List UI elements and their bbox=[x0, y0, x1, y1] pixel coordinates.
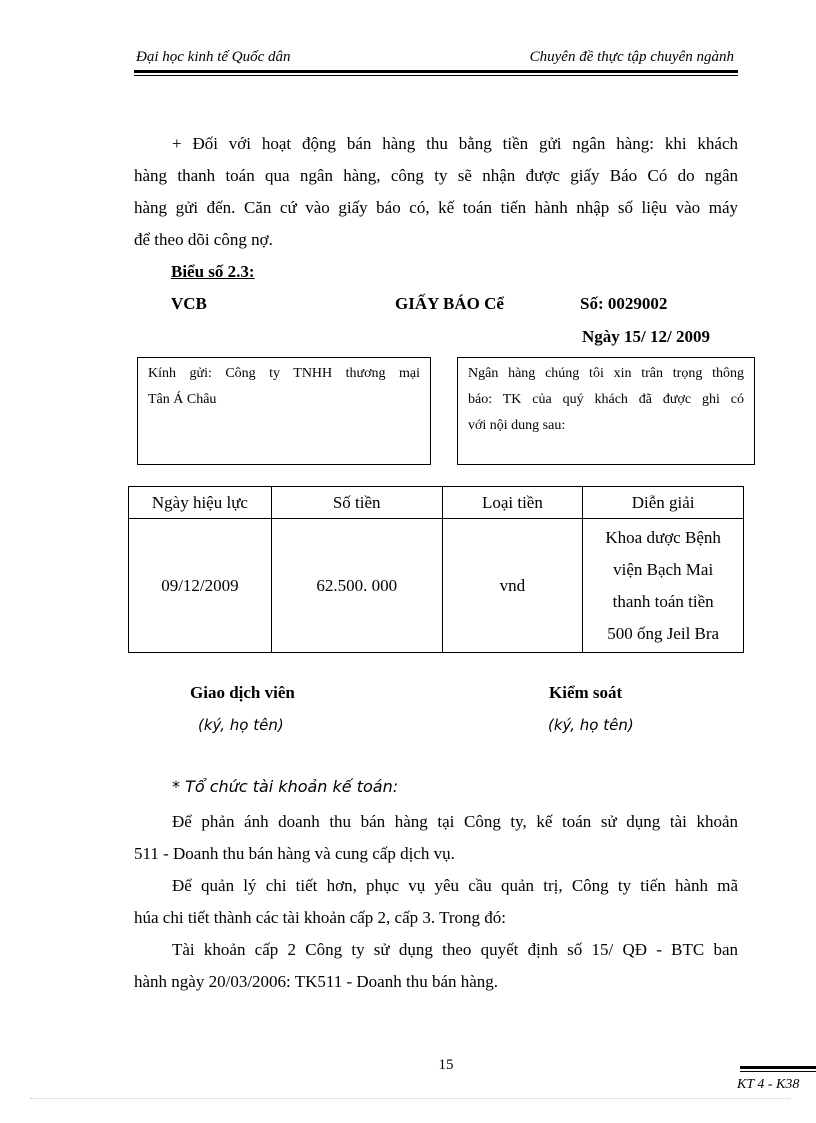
section-p3-line-1: Tài khoản cấp 2 Công ty sử dụng theo quyết định số 15/ QĐ - BTC ban bbox=[172, 940, 738, 959]
notice-line-1: Ngân hàng chúng tôi xin trân trọng thông bbox=[468, 366, 744, 381]
header-effective-date: Ngày hiệu lực bbox=[129, 487, 272, 519]
form-title: GIẤY BÁO Cể bbox=[395, 294, 504, 313]
page-number: 15 bbox=[438, 1057, 454, 1073]
intro-line-3: hàng gửi đến. Căn cứ vào giấy báo có, kế toán tiến hành nhập số liệu vào máy bbox=[134, 198, 738, 217]
page-bottom-dotted-line bbox=[30, 1098, 790, 1099]
header-description: Diễn giải bbox=[583, 487, 744, 519]
section-p2-line-1: Để quản lý chi tiết hơn, phục vụ yêu cầu quản trị, Công ty tiến hành mã bbox=[172, 876, 738, 895]
notice-line-3: với nội dung sau: bbox=[468, 418, 566, 433]
header-currency: Loại tiền bbox=[442, 487, 583, 519]
notice-line-2: báo: TK của quý khách đã được ghi có bbox=[468, 392, 744, 407]
bank-name: VCB bbox=[171, 294, 207, 313]
intro-line-2: hàng thanh toán qua ngân hàng, công ty sẽ nhận được giấy Báo Có do ngân bbox=[134, 166, 738, 185]
notice-box bbox=[457, 357, 755, 465]
form-label: Biểu số 2.3: bbox=[171, 262, 255, 281]
header-left-text: Đại học kinh tế Quốc dân bbox=[136, 49, 291, 65]
signature-controller-note: (ký, họ tên) bbox=[548, 716, 634, 734]
intro-line-4: để theo dõi công nợ. bbox=[134, 230, 273, 249]
header-rule-thick bbox=[134, 70, 738, 73]
description-line: viện Bạch Mai bbox=[613, 559, 714, 579]
recipient-box bbox=[137, 357, 431, 465]
signature-teller-title: Giao dịch viên bbox=[190, 683, 295, 702]
section-p2-line-2: húa chi tiết thành các tài khoản cấp 2, cấp 3. Trong đó: bbox=[134, 908, 507, 927]
section-body bbox=[134, 806, 738, 998]
transaction-table bbox=[128, 486, 744, 653]
header-rule-thin bbox=[134, 75, 738, 76]
cell-date: 09/12/2009 bbox=[129, 519, 272, 653]
description-line: Khoa dược Bệnh bbox=[605, 527, 721, 547]
footer-rule-thick bbox=[740, 1066, 816, 1069]
header-right-text: Chuyên đề thực tập chuyên ngành bbox=[529, 49, 734, 65]
header-amount: Số tiền bbox=[271, 487, 442, 519]
form-number: Số: 0029002 bbox=[580, 294, 668, 313]
recipient-line-2: Tân Á Châu bbox=[148, 392, 217, 407]
table-header-row bbox=[129, 487, 744, 519]
signature-teller-note: (ký, họ tên) bbox=[198, 716, 284, 734]
cell-amount: 62.500. 000 bbox=[271, 519, 442, 653]
description-line: 500 ống Jeil Bra bbox=[607, 623, 720, 643]
intro-paragraph bbox=[134, 128, 738, 256]
section-p3-line-2: hành ngày 20/03/2006: TK511 - Doanh thu bán hàng. bbox=[134, 972, 499, 991]
footer-rule-thin bbox=[740, 1071, 816, 1072]
footer-code: KT 4 - K38 bbox=[737, 1077, 800, 1092]
description-line: thanh toán tiền bbox=[612, 591, 714, 611]
intro-line-1: + Đối với hoạt động bán hàng thu bằng tiền gửi ngân hàng: khi khách bbox=[172, 134, 738, 153]
cell-description bbox=[583, 519, 744, 653]
cell-currency: vnd bbox=[442, 519, 583, 653]
section-heading: * Tổ chức tài khoản kế toán: bbox=[172, 777, 399, 796]
form-date: Ngày 15/ 12/ 2009 bbox=[582, 327, 710, 346]
signature-controller-title: Kiểm soát bbox=[549, 683, 623, 702]
section-p1-line-1: Để phản ánh doanh thu bán hàng tại Công ty, kế toán sử dụng tài khoản bbox=[172, 812, 738, 831]
section-p1-line-2: 511 - Doanh thu bán hàng và cung cấp dịch vụ. bbox=[134, 844, 455, 863]
table-row bbox=[129, 519, 744, 653]
recipient-line-1: Kính gửi: Công ty TNHH thương mại bbox=[148, 366, 420, 381]
